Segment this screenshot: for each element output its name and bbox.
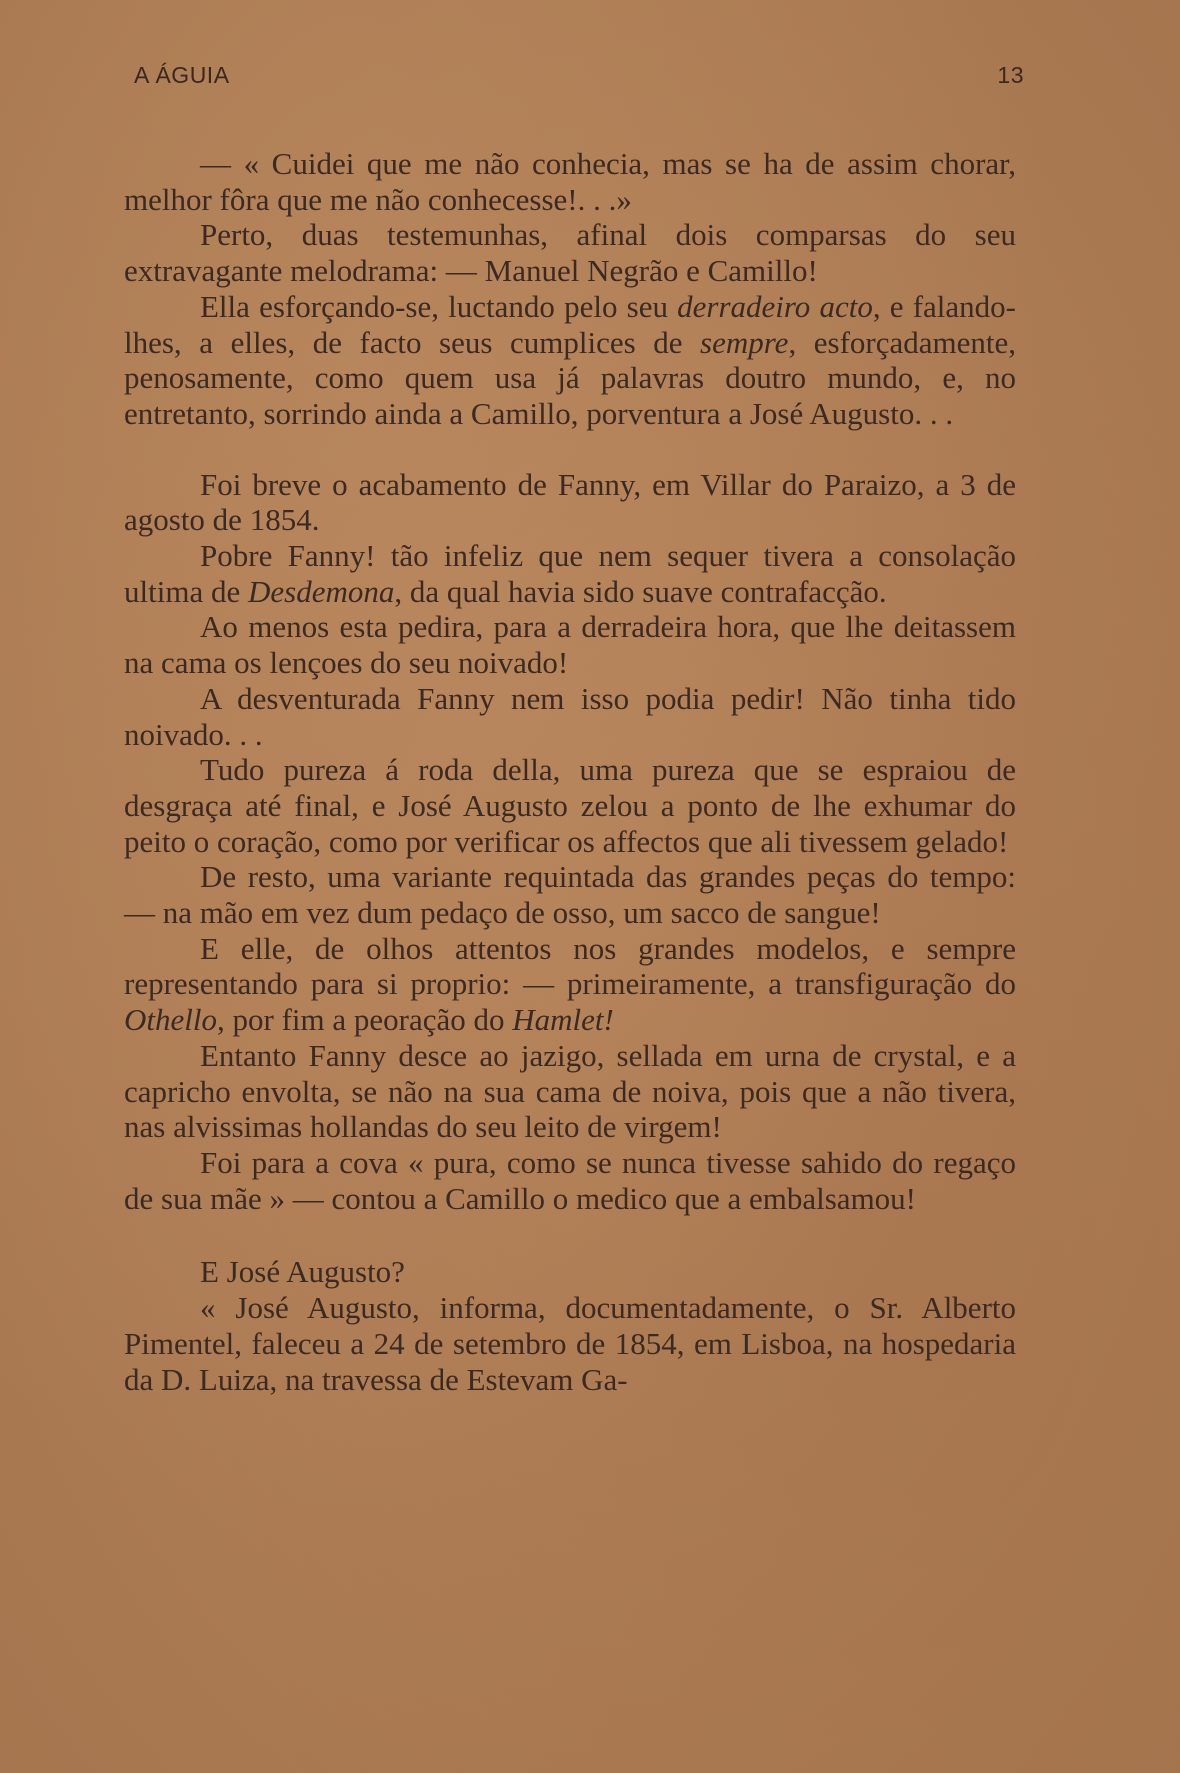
text-run: Foi para a cova « pura, como se nunca tivesse sahido do regaço de sua mãe » — contou a Camillo o medico que a embalsamou!: [124, 1144, 1016, 1216]
paragraph: [124, 859, 1016, 930]
paragraph: [124, 538, 1016, 609]
paragraph: [124, 752, 1016, 859]
italic-text: Desdemona: [247, 573, 395, 609]
text-run: Tudo pureza á roda della, uma pureza que se espraiou de desgraça até final, e José Augusto zelou a ponto de lhe exhumar do peito o coração, como por verificar os affectos que ali tivessem gelado!: [124, 752, 1016, 859]
paragraph: [124, 217, 1016, 288]
paragraph: [124, 467, 1016, 538]
italic-text: derradeiro acto: [677, 288, 873, 324]
text-run: Foi breve o acabamento de Fanny, em Villar do Paraizo, a 3 de agosto de 1854.: [124, 466, 1016, 538]
text-run: , e falando-lhes, a elles, de facto seus cumplices de: [124, 288, 1016, 360]
page-number: 13: [997, 62, 1024, 88]
text-run: De resto, uma variante requintada das grandes peças do tempo: — na mão em vez dum pedaço de osso, um sacco de sangue!: [124, 859, 1016, 931]
paragraph: [124, 1145, 1016, 1216]
text-run: Perto, duas testemunhas, afinal dois comparsas do seu extravagante melodrama: — Manuel Negrão e Camillo!: [124, 217, 1016, 289]
italic-text: sempre: [700, 324, 789, 360]
text-run: E José Augusto?: [200, 1254, 405, 1290]
text-run: A desventurada Fanny nem isso podia pedir! Não tinha tido noivado. . .: [124, 680, 1016, 752]
paragraph: [124, 1290, 1016, 1397]
text-run: « José Augusto, informa, documentadamente, o Sr. Alberto Pimentel, faleceu a 24 de setembro de 1854, em Lisboa, na hospedaria da D. Luiza, na travessa de Estevam Ga-: [124, 1290, 1016, 1397]
running-header: [134, 62, 1024, 92]
paragraph: [124, 1254, 1016, 1290]
italic-text: Othello: [124, 1002, 217, 1038]
journal-title: A ÁGUIA: [134, 62, 230, 88]
italic-text: Hamlet!: [512, 1002, 614, 1038]
text-run: , esforçadamente, penosamente, como quem usa já palavras doutro mundo, e, no entretanto, sorrindo ainda a Camillo, porventura a José Augusto. . .: [124, 324, 1016, 431]
text-run: E elle, de olhos attentos nos grandes modelos, e sempre representando para si proprio: — primeiramente, a transfiguração do: [124, 930, 1016, 1002]
paragraph: [124, 681, 1016, 752]
text-run: , da qual havia sido suave contrafacção.: [394, 573, 887, 609]
paragraph: [124, 931, 1016, 1038]
body-text: [124, 146, 1016, 1397]
text-run: Ella esforçando-se, luctando pelo seu: [200, 288, 678, 324]
text-run: , por fim a peoração do: [217, 1002, 513, 1038]
text-run: Pobre Fanny! tão infeliz que nem sequer tivera a consolação ultima de: [124, 538, 1016, 609]
paragraph: [124, 146, 1016, 217]
text-run: Entanto Fanny desce ao jazigo, sellada em urna de crystal, e a capricho envolta, se não na sua cama de noiva, pois que a não tivera, nas alvissimas hollandas do seu leito de virgem!: [124, 1037, 1016, 1145]
text-run: Ao menos esta pedira, para a derradeira hora, que lhe deitassem na cama os lençoes do seu noivado!: [124, 609, 1016, 681]
paragraph: [124, 609, 1016, 680]
paragraph: [124, 1038, 1016, 1145]
text-run: — « Cuidei que me não conhecia, mas se ha de assim chorar, melhor fôra que me não conhecesse!. . .»: [124, 146, 1016, 217]
paragraph: [124, 289, 1016, 432]
